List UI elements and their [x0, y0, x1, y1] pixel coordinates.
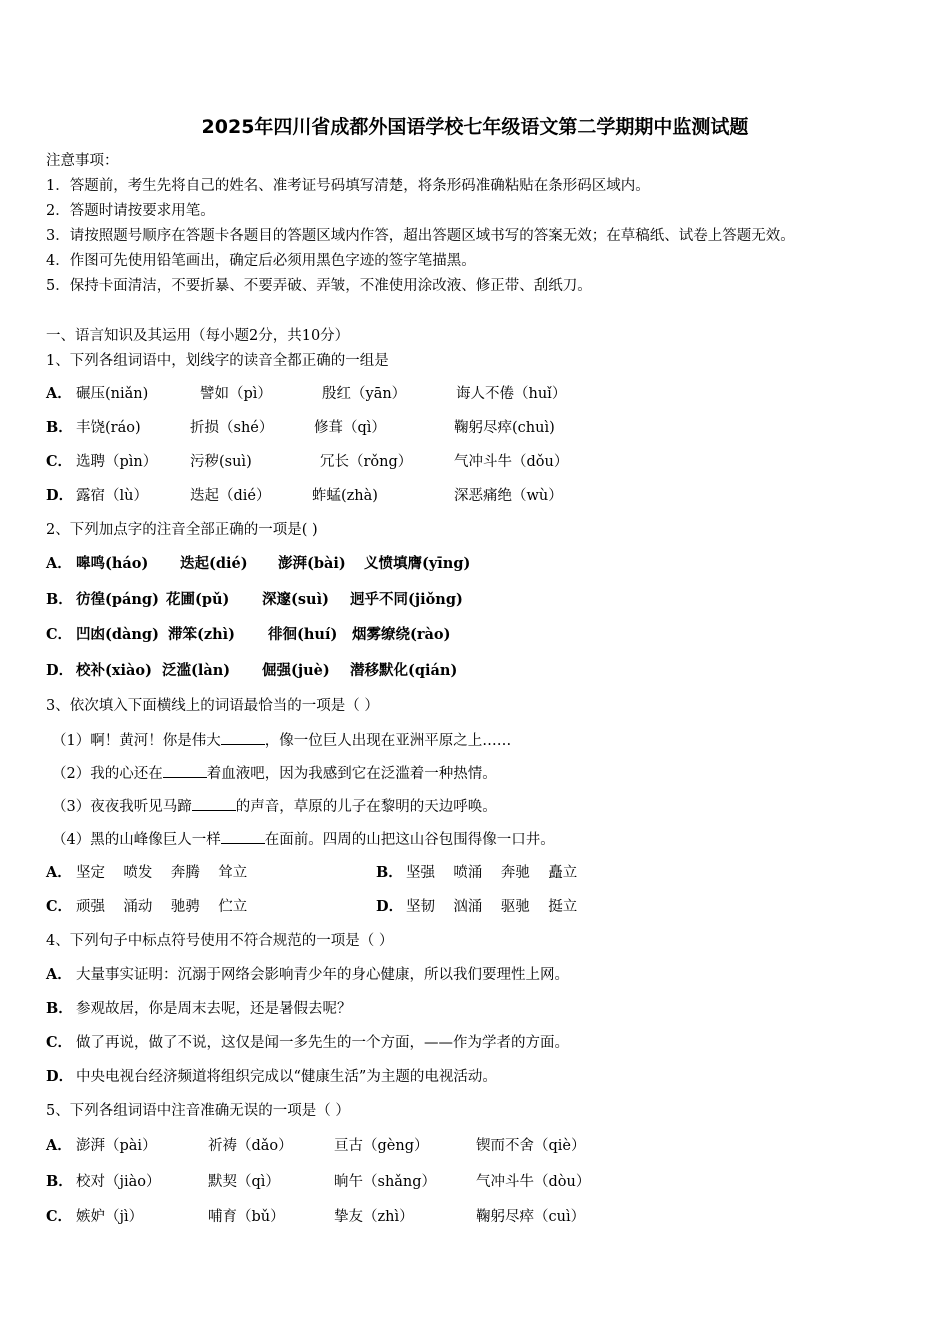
page-title: 2025年四川省成都外国语学校七年级语文第二学期期中监测试题 [201, 116, 749, 138]
notice-item-2: 2．答题时请按要求用笔。 [46, 203, 215, 219]
q3-option-a: 坚定 喷发 奔腾 耸立 [76, 865, 248, 881]
option-word: 殷红（yān） [322, 386, 407, 402]
option-word: 冗长（rǒng） [320, 454, 413, 470]
option-label: C． [46, 453, 73, 470]
sentence-text: （1）啊！黄河！你是伟大 [52, 733, 221, 749]
option-word: 校对（jiào） [76, 1174, 161, 1190]
sentence-text: （3）夜夜我听见马蹄 [52, 799, 192, 815]
option-word: 修葺（qì） [314, 420, 386, 436]
option-word: 嫉妒（jì） [76, 1209, 144, 1225]
sentence-text: 的声音，草原的儿子在黎明的天边呼唤。 [235, 799, 497, 815]
notice-item-4: 4．作图可先使用铅笔画出，确定后必须用黑色字迹的签字笔描黑。 [46, 253, 476, 269]
option-word: 滞笨(zhì) [168, 626, 236, 643]
option-word: 徘徊(huí) [268, 626, 338, 643]
notice-heading: 注意事项： [46, 153, 119, 169]
option-word: 譬如（pì） [200, 386, 272, 402]
option-word: 折损（shé） [190, 420, 274, 436]
option-label: B． [46, 1000, 73, 1017]
q3-sentence-3 [52, 796, 497, 817]
option-word: 挚友（zhì） [334, 1209, 414, 1225]
sentence-text: 着血液吧，因为我感到它在泛滥着一种热情。 [206, 766, 497, 782]
option-word: 污秽(suì) [190, 454, 252, 470]
q3-option-c: 顽强 涌动 驰骋 伫立 [76, 899, 248, 915]
notice-item-3: 3．请按照题号顺序在答题卡各题目的答题区域内作答，超出答题区域书写的答案无效；在草稿纸、试卷上答题无效。 [46, 228, 795, 244]
option-label: B． [46, 591, 73, 608]
option-word: 祈祷（dǎo） [208, 1138, 293, 1154]
notice-item-1: 1．答题前，考生先将自己的姓名、准考证号码填写清楚，将条形码准确粘贴在条形码区域内。 [46, 178, 650, 194]
q4-option-b: 参观故居，你是周末去呢，还是暑假去呢？ [76, 1001, 352, 1017]
question-2-stem: 2、下列加点字的注音全部正确的一项是( ) [46, 522, 318, 538]
option-label: D． [46, 662, 74, 679]
option-word: 露宿（lù） [76, 488, 148, 504]
sentence-text: （4）黑的山峰像巨人一样 [52, 832, 221, 848]
q3-sentence-4 [52, 829, 555, 850]
option-word: 鞠躬尽瘁（cuì） [476, 1209, 586, 1225]
option-word: 锲而不舍（qiè） [476, 1138, 586, 1154]
fill-blank [221, 730, 265, 745]
option-word: 迥乎不同(jiǒng) [350, 591, 463, 608]
option-label: C． [46, 898, 73, 915]
option-label: B． [46, 1173, 73, 1190]
option-label: A． [46, 864, 72, 881]
q3-option-b: 坚强 喷涌 奔驰 矗立 [406, 865, 578, 881]
option-label: D． [376, 898, 404, 915]
question-4-stem: 4、下列句子中标点符号使用不符合规范的一项是（ ） [46, 933, 394, 949]
option-label: C． [46, 626, 73, 643]
option-word: 深邃(suì) [262, 591, 329, 608]
notice-item-5: 5．保持卡面清洁，不要折暴、不要弄破、弄皱，不准使用涂改液、修正带、刮纸刀。 [46, 278, 592, 294]
option-word: 晌午（shǎng） [334, 1174, 437, 1190]
option-label: D． [46, 487, 74, 504]
option-word: 选聘（pìn） [76, 454, 158, 470]
option-word: 迭起（dié） [190, 488, 271, 504]
section-heading: 一、语言知识及其运用（每小题2分，共10分） [46, 328, 350, 344]
q4-option-c: 做了再说，做了不说，这仅是闻一多先生的一个方面，——作为学者的方面。 [76, 1035, 569, 1051]
option-word: 气冲斗牛（dòu） [476, 1174, 591, 1190]
option-word: 花圃(pǔ) [166, 591, 230, 608]
option-word: 气冲斗牛（dǒu） [454, 454, 569, 470]
option-label: A． [46, 1137, 72, 1154]
q3-sentence-2 [52, 763, 497, 784]
option-label: A． [46, 385, 72, 402]
option-word: 深恶痛绝（wù） [454, 488, 563, 504]
option-word: 潜移默化(qián) [350, 662, 458, 679]
question-3-stem: 3、依次填入下面横线上的词语最恰当的一项是（ ） [46, 698, 379, 714]
option-word: 澎湃(bài) [278, 555, 346, 572]
option-word: 丰饶(ráo) [76, 420, 141, 436]
option-word: 默契（qì） [208, 1174, 280, 1190]
sentence-text: ，像一位巨人出现在亚洲平原之上…… [264, 733, 512, 749]
option-word: 澎湃（pài） [76, 1138, 157, 1154]
option-word: 倔强(juè) [262, 662, 330, 679]
q4-option-a: 大量事实证明：沉溺于网络会影响青少年的身心健康，所以我们要理性上网。 [76, 967, 569, 983]
fill-blank [163, 763, 207, 778]
option-word: 鞠躬尽瘁(chuì) [454, 420, 555, 436]
sentence-text: （2）我的心还在 [52, 766, 163, 782]
option-label: B． [46, 419, 73, 436]
question-1-stem: 1、下列各组词语中，划线字的读音全都正确的一组是 [46, 353, 389, 369]
option-label: C． [46, 1208, 73, 1225]
option-word: 烟雾缭绕(rào) [352, 626, 451, 643]
option-word: 诲人不倦（huǐ） [456, 386, 567, 402]
option-word: 泛滥(làn) [162, 662, 231, 679]
option-word: 彷徨(páng) [76, 591, 159, 608]
option-word: 蚱蜢(zhà) [312, 488, 378, 504]
option-word: 凹凼(dàng) [76, 626, 159, 643]
q3-sentence-1 [52, 730, 511, 751]
question-5-stem: 5、下列各组词语中注音准确无误的一项是（ ） [46, 1103, 350, 1119]
option-label: B． [376, 864, 403, 881]
option-word: 亘古（gèng） [334, 1138, 429, 1154]
q3-option-d: 坚韧 汹涌 驱驰 挺立 [406, 899, 578, 915]
option-word: 迭起(dié) [180, 555, 248, 572]
option-word: 义愤填膺(yīng) [364, 555, 471, 572]
option-label: C． [46, 1034, 73, 1051]
sentence-text: 在面前。四周的山把这山谷包围得像一口井。 [264, 832, 555, 848]
option-word: 校补(xiào) [76, 662, 152, 679]
option-label: D． [46, 1068, 74, 1085]
q4-option-d: 中央电视台经济频道将组织完成以“健康生活”为主题的电视活动。 [76, 1069, 497, 1085]
fill-blank [221, 829, 265, 844]
option-label: A． [46, 555, 72, 572]
option-label: A． [46, 966, 72, 983]
fill-blank [192, 796, 236, 811]
option-word: 哺育（bǔ） [208, 1209, 285, 1225]
option-word: 碾压(niǎn) [76, 386, 149, 402]
option-word: 嗥鸣(háo) [76, 555, 149, 572]
